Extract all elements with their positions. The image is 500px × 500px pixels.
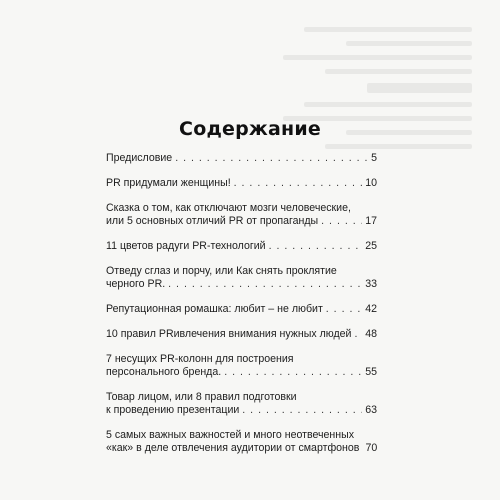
toc-entry[interactable] bbox=[106, 429, 377, 455]
toc-entry-title: 7 несущих PR-колонн для построения bbox=[106, 353, 294, 365]
toc-page-number: 25 bbox=[365, 240, 377, 252]
toc-entry-title: 5 самых важных важностей и много неотвеченных bbox=[106, 429, 355, 441]
toc-entry-title: PR придумали женщины! bbox=[106, 177, 231, 189]
toc-entry[interactable] bbox=[106, 265, 377, 291]
toc-page-number: 5 bbox=[371, 152, 377, 164]
toc-entry-title: черного PR. bbox=[106, 278, 166, 290]
toc-entry-title: «как» в деле отвлечения аудитории от смартфонов bbox=[106, 442, 360, 454]
dot-leader bbox=[354, 328, 362, 341]
toc-entry-title: 10 правил PRивлечения внимания нужных людей bbox=[106, 328, 352, 340]
toc-entry-line bbox=[106, 353, 377, 366]
toc-entry-line bbox=[106, 265, 377, 278]
toc-entry-line bbox=[106, 391, 377, 404]
table-of-contents bbox=[106, 152, 377, 467]
dot-leader bbox=[321, 215, 362, 228]
dot-leader bbox=[269, 240, 363, 253]
toc-entry-line bbox=[106, 442, 377, 455]
toc-entry-title: или 5 основных отличий PR от пропаганды bbox=[106, 215, 319, 227]
toc-page-number: 33 bbox=[365, 278, 377, 290]
dot-leader bbox=[168, 278, 362, 291]
toc-entry[interactable] bbox=[106, 240, 377, 253]
dot-leader bbox=[224, 366, 362, 379]
toc-entry-line bbox=[106, 278, 377, 291]
toc-entry-line bbox=[106, 328, 377, 341]
toc-page-number: 17 bbox=[365, 215, 377, 227]
toc-entry[interactable] bbox=[106, 177, 377, 190]
toc-entry-line bbox=[106, 429, 377, 442]
dot-leader bbox=[242, 404, 362, 417]
toc-entry-title: Предисловие bbox=[106, 152, 173, 164]
toc-entry-title: к проведению презентации bbox=[106, 404, 240, 416]
toc-entry-title: Сказка о том, как отключают мозги человеческие, bbox=[106, 202, 351, 214]
toc-page-number: 70 bbox=[365, 442, 378, 454]
toc-entry[interactable] bbox=[106, 328, 377, 341]
toc-entry-line bbox=[106, 303, 377, 316]
toc-entry-title: Товар лицом, или 8 правил подготовки bbox=[106, 391, 297, 403]
toc-entry-line bbox=[106, 177, 377, 190]
toc-entry-title: персонального бренда. bbox=[106, 366, 222, 378]
toc-entry[interactable] bbox=[106, 303, 377, 316]
toc-page-number: 63 bbox=[365, 404, 377, 416]
toc-entry-title: 11 цветов радуги PR-технологий bbox=[106, 240, 266, 252]
toc-entry-title: Репутационная ромашка: любит – не любит bbox=[106, 303, 323, 315]
page-title: Содержание bbox=[179, 118, 321, 140]
toc-entry-line bbox=[106, 366, 377, 379]
toc-page-number: 10 bbox=[365, 177, 377, 189]
dot-leader bbox=[175, 152, 368, 165]
toc-entry-line bbox=[106, 240, 377, 253]
dot-leader bbox=[234, 177, 363, 190]
toc-entry-line bbox=[106, 404, 377, 417]
toc-entry[interactable] bbox=[106, 152, 377, 165]
toc-entry-line bbox=[106, 202, 377, 215]
toc-entry-title: Отведу сглаз и порчу, или Как снять проклятие bbox=[106, 265, 337, 277]
toc-entry[interactable] bbox=[106, 353, 377, 379]
toc-page-number: 55 bbox=[365, 366, 377, 378]
toc-entry-line bbox=[106, 152, 377, 165]
dot-leader bbox=[326, 303, 362, 316]
toc-entry[interactable] bbox=[106, 202, 377, 228]
toc-page-number: 42 bbox=[365, 303, 377, 315]
toc-page-number: 48 bbox=[365, 328, 377, 340]
toc-entry-line bbox=[106, 215, 377, 228]
toc-entry[interactable] bbox=[106, 391, 377, 417]
